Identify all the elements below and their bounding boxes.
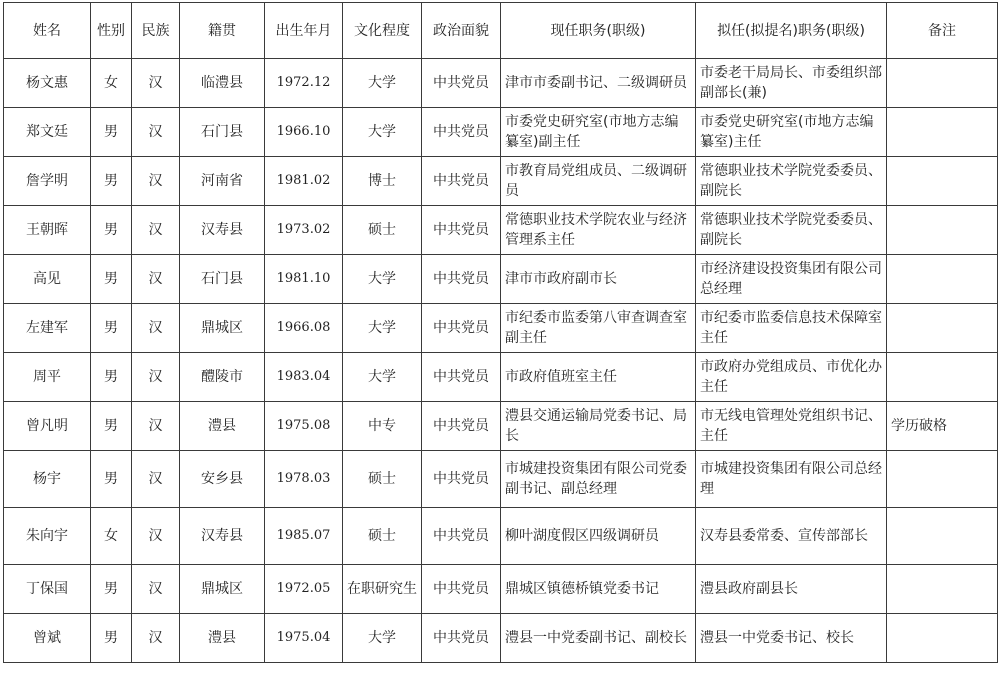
cell-proposed-position: 市城建投资集团有限公司总经理 [696,451,887,508]
cell-name: 曾凡明 [4,402,91,451]
cell-ethnicity: 汉 [132,255,180,304]
cell-name: 詹学明 [4,157,91,206]
cell-name: 王朝晖 [4,206,91,255]
table-row [4,59,998,108]
cell-political-status: 中共党员 [422,255,501,304]
cell-remarks: 学历破格 [887,402,998,451]
cell-current-position: 津市市政府副市长 [501,255,696,304]
cell-proposed-position: 澧县一中党委书记、校长 [696,614,887,663]
cell-native-place: 醴陵市 [180,353,265,402]
cell-native-place: 澧县 [180,402,265,451]
header-row [4,3,998,59]
cell-name: 杨文惠 [4,59,91,108]
cell-gender: 男 [91,565,132,614]
cell-birth: 1966.10 [265,108,343,157]
cell-native-place: 澧县 [180,614,265,663]
header-native-place: 籍贯 [180,3,265,59]
table-row [4,206,998,255]
cell-birth: 1966.08 [265,304,343,353]
cell-education: 大学 [343,255,422,304]
cell-gender: 男 [91,255,132,304]
cell-name: 周平 [4,353,91,402]
cell-political-status: 中共党员 [422,353,501,402]
cell-birth: 1972.12 [265,59,343,108]
cell-gender: 男 [91,353,132,402]
table-row [4,353,998,402]
header-proposed-position: 拟任(拟提名)职务(职级) [696,3,887,59]
cell-birth: 1981.10 [265,255,343,304]
header-remarks: 备注 [887,3,998,59]
cell-proposed-position: 市政府办党组成员、市优化办主任 [696,353,887,402]
cell-ethnicity: 汉 [132,565,180,614]
cell-gender: 男 [91,206,132,255]
cell-political-status: 中共党员 [422,451,501,508]
cell-gender: 男 [91,402,132,451]
cell-education: 大学 [343,304,422,353]
cell-remarks [887,508,998,565]
cell-remarks [887,353,998,402]
header-gender: 性别 [91,3,132,59]
cell-education: 大学 [343,108,422,157]
table-row [4,108,998,157]
cell-current-position: 津市市委副书记、二级调研员 [501,59,696,108]
table-row [4,565,998,614]
cell-gender: 男 [91,304,132,353]
header-name: 姓名 [4,3,91,59]
cell-current-position: 市城建投资集团有限公司党委副书记、副总经理 [501,451,696,508]
cell-birth: 1972.05 [265,565,343,614]
cell-remarks [887,157,998,206]
table-row [4,614,998,663]
cell-remarks [887,255,998,304]
cell-political-status: 中共党员 [422,565,501,614]
cell-gender: 男 [91,108,132,157]
cell-native-place: 石门县 [180,108,265,157]
cell-political-status: 中共党员 [422,108,501,157]
cell-current-position: 鼎城区镇德桥镇党委书记 [501,565,696,614]
cell-ethnicity: 汉 [132,508,180,565]
cell-remarks [887,206,998,255]
cell-political-status: 中共党员 [422,402,501,451]
cell-education: 硕士 [343,508,422,565]
cell-ethnicity: 汉 [132,614,180,663]
cell-education: 博士 [343,157,422,206]
cell-current-position: 澧县一中党委副书记、副校长 [501,614,696,663]
cell-education: 硕士 [343,451,422,508]
cell-ethnicity: 汉 [132,451,180,508]
cell-native-place: 汉寿县 [180,206,265,255]
cell-remarks [887,59,998,108]
cell-name: 朱向宇 [4,508,91,565]
cell-remarks [887,304,998,353]
cell-remarks [887,614,998,663]
cell-current-position: 市教育局党组成员、二级调研员 [501,157,696,206]
cell-native-place: 河南省 [180,157,265,206]
cell-current-position: 常德职业技术学院农业与经济管理系主任 [501,206,696,255]
header-education: 文化程度 [343,3,422,59]
cell-political-status: 中共党员 [422,157,501,206]
table-row [4,402,998,451]
table-row [4,508,998,565]
table-row [4,255,998,304]
cell-gender: 男 [91,157,132,206]
cell-ethnicity: 汉 [132,108,180,157]
cell-native-place: 鼎城区 [180,304,265,353]
cell-ethnicity: 汉 [132,59,180,108]
cell-current-position: 柳叶湖度假区四级调研员 [501,508,696,565]
cell-education: 在职研究生 [343,565,422,614]
cell-gender: 女 [91,508,132,565]
cell-political-status: 中共党员 [422,59,501,108]
cell-current-position: 市委党史研究室(市地方志编纂室)副主任 [501,108,696,157]
table-row [4,157,998,206]
cell-remarks [887,108,998,157]
cell-gender: 男 [91,451,132,508]
cell-birth: 1985.07 [265,508,343,565]
cell-proposed-position: 市委老干局局长、市委组织部副部长(兼) [696,59,887,108]
cell-current-position: 市政府值班室主任 [501,353,696,402]
cell-political-status: 中共党员 [422,508,501,565]
cell-political-status: 中共党员 [422,206,501,255]
cell-birth: 1981.02 [265,157,343,206]
cell-remarks [887,565,998,614]
header-ethnicity: 民族 [132,3,180,59]
cell-name: 曾斌 [4,614,91,663]
cell-gender: 女 [91,59,132,108]
cell-education: 硕士 [343,206,422,255]
cell-native-place: 安乡县 [180,451,265,508]
cell-political-status: 中共党员 [422,614,501,663]
table-row [4,451,998,508]
cell-remarks [887,451,998,508]
cell-education: 中专 [343,402,422,451]
cell-birth: 1983.04 [265,353,343,402]
cell-native-place: 汉寿县 [180,508,265,565]
table-row [4,304,998,353]
cell-name: 高见 [4,255,91,304]
cell-proposed-position: 常德职业技术学院党委委员、副院长 [696,157,887,206]
cell-current-position: 市纪委市监委第八审查调查室副主任 [501,304,696,353]
cell-name: 郑文廷 [4,108,91,157]
header-birth: 出生年月 [265,3,343,59]
cell-proposed-position: 市委党史研究室(市地方志编纂室)主任 [696,108,887,157]
header-current-position: 现任职务(职级) [501,3,696,59]
cell-ethnicity: 汉 [132,402,180,451]
cell-education: 大学 [343,614,422,663]
personnel-table [3,2,998,663]
cell-education: 大学 [343,59,422,108]
cell-proposed-position: 常德职业技术学院党委委员、副院长 [696,206,887,255]
cell-proposed-position: 市纪委市监委信息技术保障室主任 [696,304,887,353]
cell-proposed-position: 澧县政府副县长 [696,565,887,614]
cell-name: 左建军 [4,304,91,353]
header-political-status: 政治面貌 [422,3,501,59]
cell-ethnicity: 汉 [132,304,180,353]
cell-proposed-position: 市经济建设投资集团有限公司总经理 [696,255,887,304]
cell-gender: 男 [91,614,132,663]
cell-ethnicity: 汉 [132,206,180,255]
table-body [4,59,998,663]
cell-birth: 1973.02 [265,206,343,255]
cell-political-status: 中共党员 [422,304,501,353]
cell-proposed-position: 市无线电管理处党组织书记、主任 [696,402,887,451]
cell-ethnicity: 汉 [132,157,180,206]
cell-education: 大学 [343,353,422,402]
cell-proposed-position: 汉寿县委常委、宣传部部长 [696,508,887,565]
cell-native-place: 石门县 [180,255,265,304]
cell-ethnicity: 汉 [132,353,180,402]
cell-birth: 1975.08 [265,402,343,451]
cell-birth: 1975.04 [265,614,343,663]
cell-native-place: 临澧县 [180,59,265,108]
cell-name: 丁保国 [4,565,91,614]
cell-native-place: 鼎城区 [180,565,265,614]
cell-name: 杨宇 [4,451,91,508]
cell-current-position: 澧县交通运输局党委书记、局长 [501,402,696,451]
cell-birth: 1978.03 [265,451,343,508]
